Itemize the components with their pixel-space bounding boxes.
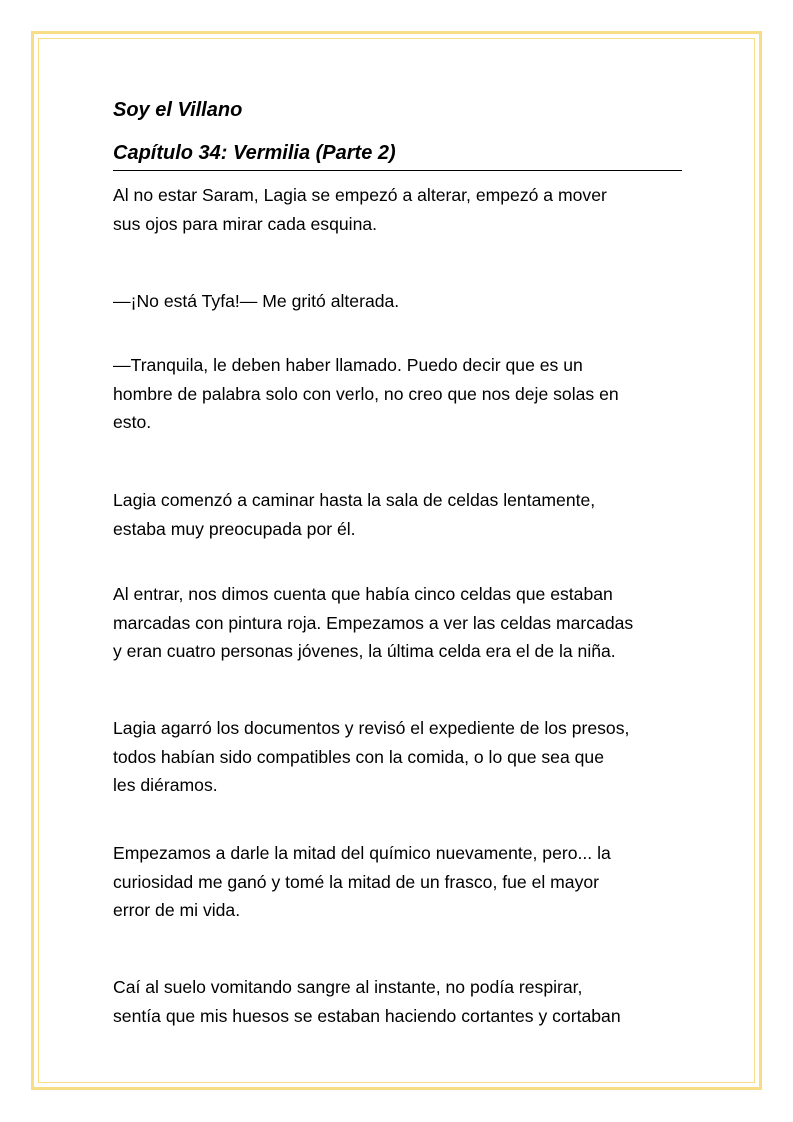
paragraph-line: Al entrar, nos dimos cuenta que había cinco celdas que estaban <box>113 584 613 604</box>
paragraph-line: sus ojos para mirar cada esquina. <box>113 213 378 234</box>
paragraph-line: todos habían sido compatibles con la comida, o lo que sea que <box>113 746 604 767</box>
paragraph-line: error de mi vida. <box>113 900 241 920</box>
paragraph-line: Al no estar Saram, Lagia se empezó a alterar, empezó a mover <box>113 185 607 205</box>
paragraph-line: —¡No está Tyfa!— Me gritó alterada. <box>113 291 400 311</box>
paragraph-line: sentía que mis huesos se estaban haciendo cortantes y cortaban <box>113 1005 621 1026</box>
paragraph-1 <box>113 181 688 238</box>
paragraph-line: estaba muy preocupada por él. <box>113 518 356 539</box>
book-title: Soy el Villano <box>113 99 243 121</box>
paragraph-line: Lagia agarró los documentos y revisó el expediente de los presos, <box>113 718 630 738</box>
paragraph-line: —Tranquila, le deben haber llamado. Puedo decir que es un <box>113 355 583 375</box>
paragraph-line: les diéramos. <box>113 775 218 795</box>
paragraph-7 <box>113 839 688 925</box>
paragraph-3 <box>113 351 688 437</box>
paragraph-line: hombre de palabra solo con verlo, no creo que nos deje solas en <box>113 383 619 404</box>
chapter-title: Capítulo 34: Vermilia (Parte 2) <box>113 138 682 171</box>
paragraph-line: Empezamos a darle la mitad del químico nuevamente, pero... la <box>113 843 611 863</box>
paragraph-line: Caí al suelo vomitando sangre al instante, no podía respirar, <box>113 977 583 997</box>
paragraph-line: marcadas con pintura roja. Empezamos a ver las celdas marcadas <box>113 612 634 633</box>
paragraph-6 <box>113 714 688 800</box>
paragraph-2 <box>113 287 688 316</box>
paragraph-line: Lagia comenzó a caminar hasta la sala de celdas lentamente, <box>113 490 596 510</box>
paragraph-line: curiosidad me ganó y tomé la mitad de un frasco, fue el mayor <box>113 871 600 892</box>
paragraph-5 <box>113 580 688 666</box>
paragraph-line: esto. <box>113 412 152 432</box>
paragraph-line: y eran cuatro personas jóvenes, la última celda era el de la niña. <box>113 641 616 661</box>
paragraph-8 <box>113 973 688 1030</box>
paragraph-4 <box>113 486 688 543</box>
